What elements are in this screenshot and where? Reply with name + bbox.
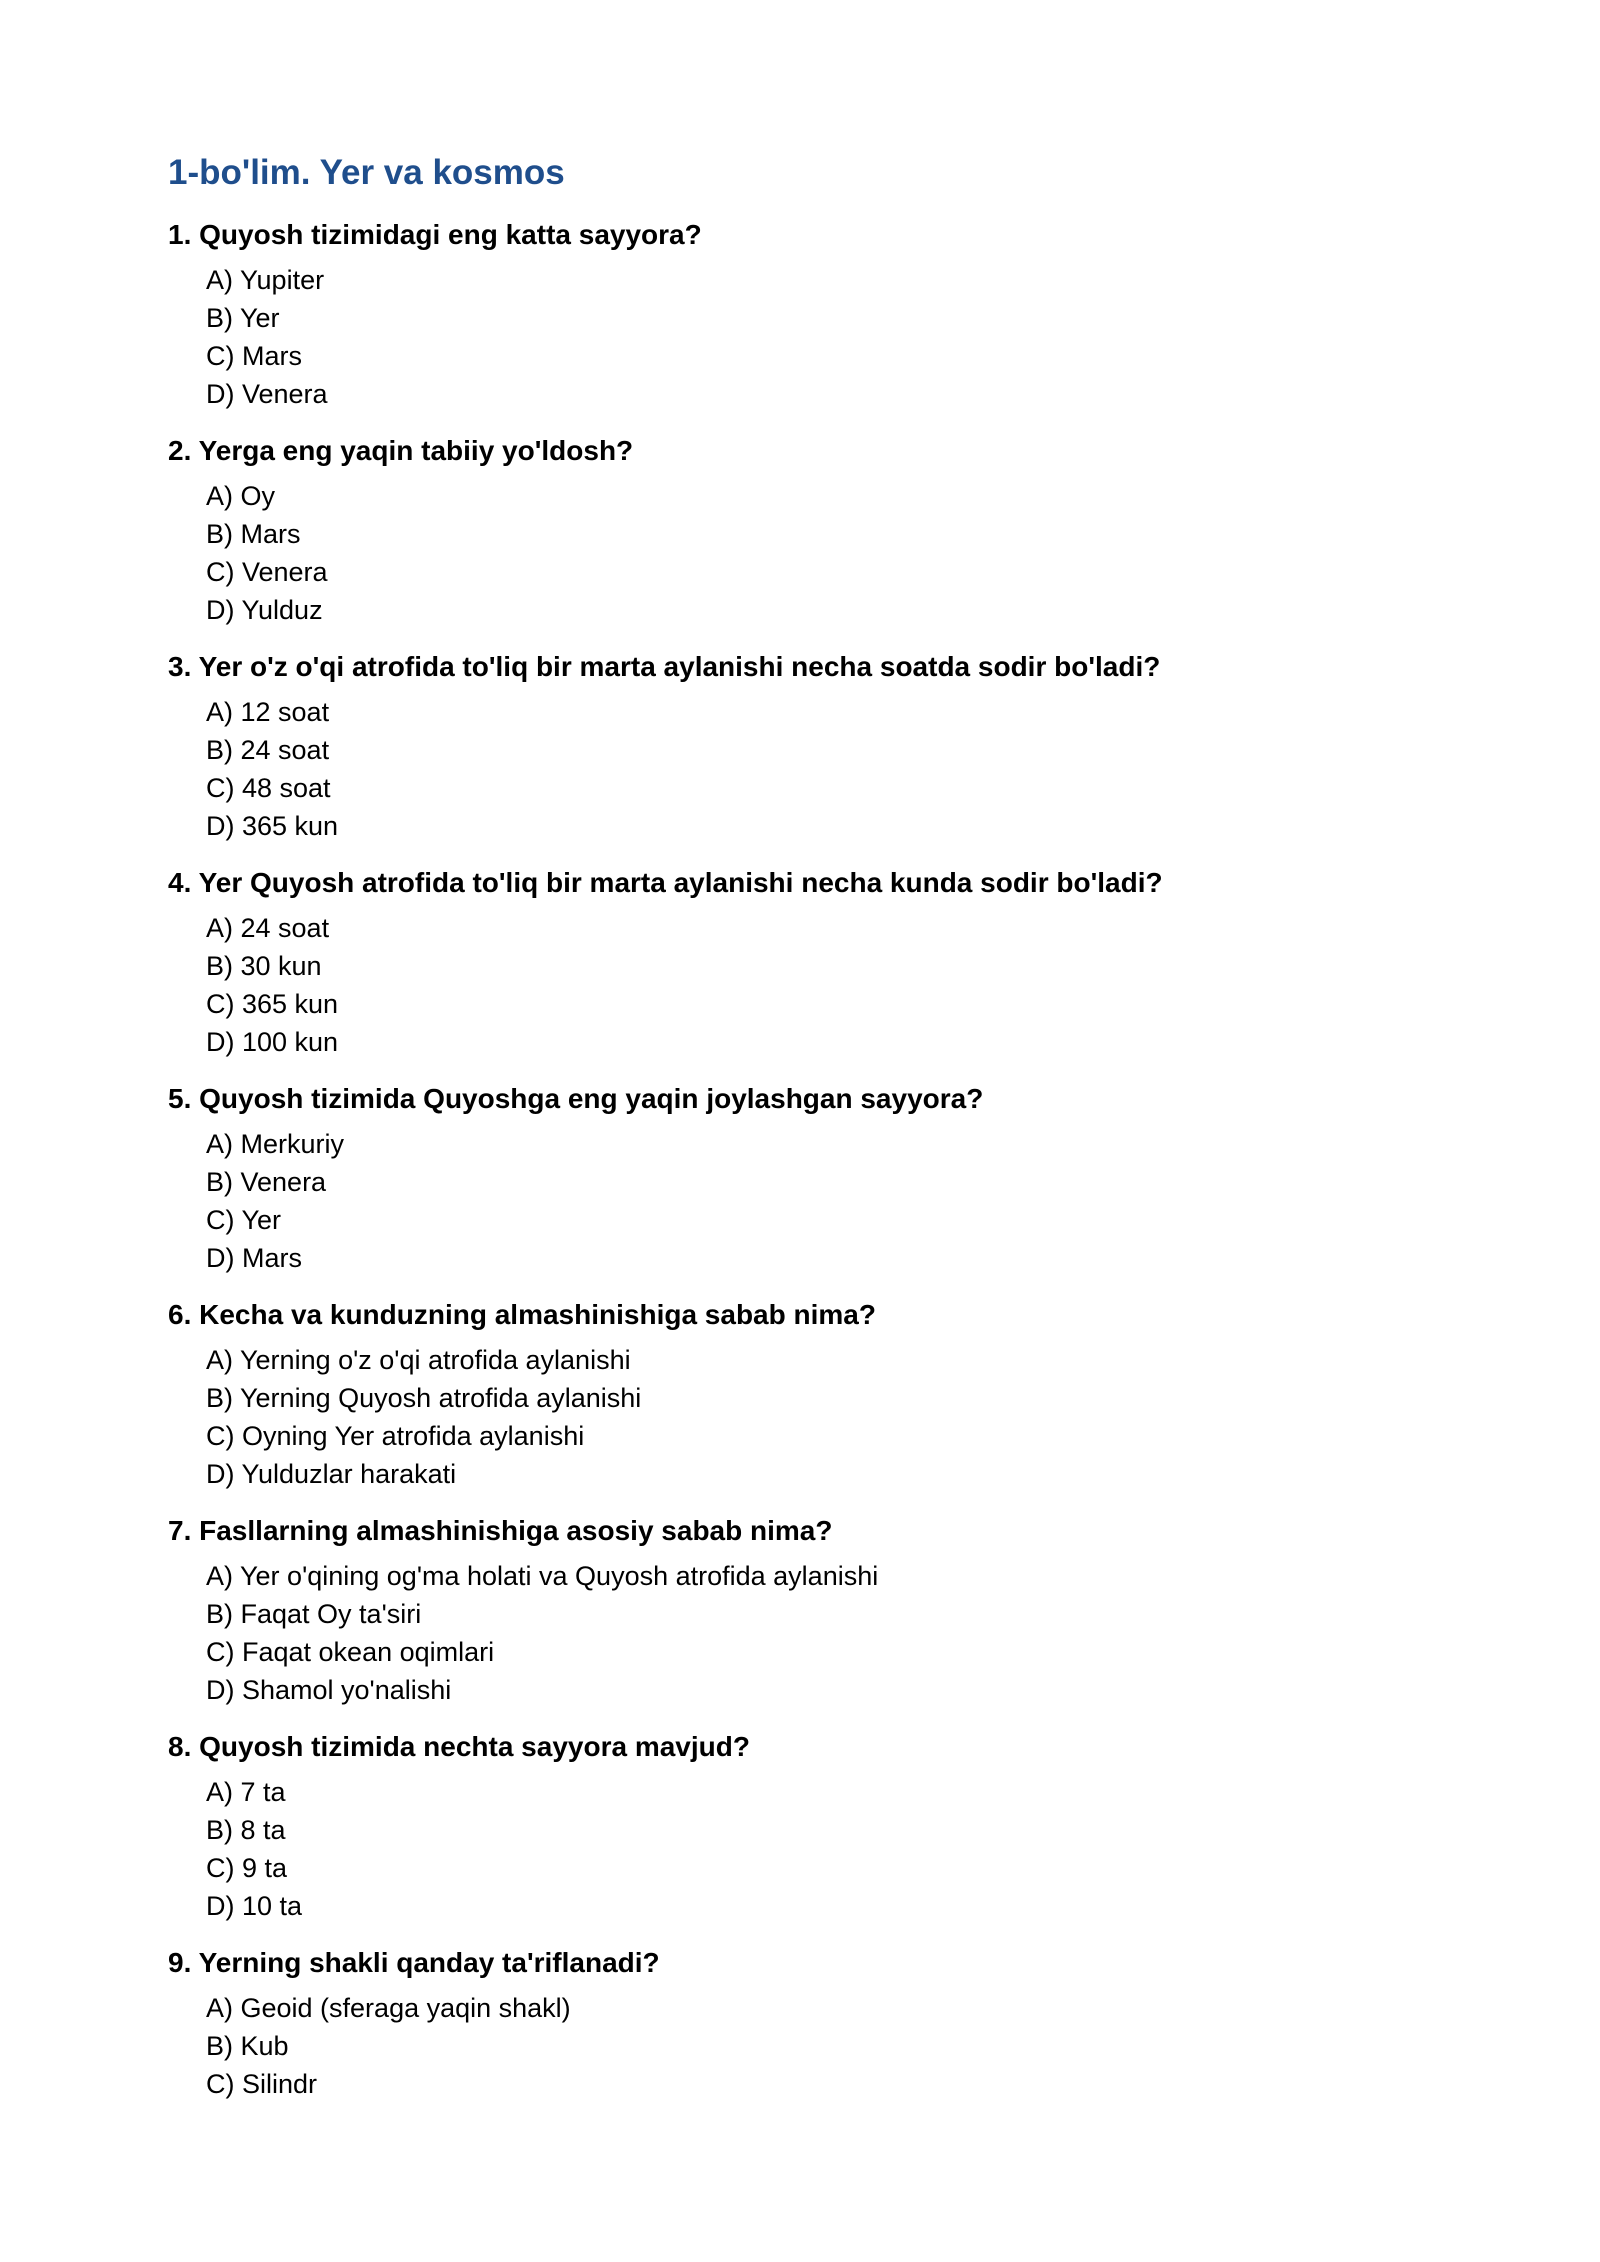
answer-option: C) 365 kun xyxy=(206,989,339,1019)
answer-options xyxy=(168,693,1468,845)
answer-option: C) Oyning Yer atrofida aylanishi xyxy=(206,1421,585,1451)
question-text: 4. Yer Quyosh atrofida to'liq bir marta aylanishi necha kunda sodir bo'ladi? xyxy=(168,867,1163,898)
question-text: 3. Yer o'z o'qi atrofida to'liq bir marta aylanishi necha soatda sodir bo'ladi? xyxy=(168,651,1161,682)
answer-option: B) Faqat Oy ta'siri xyxy=(206,1599,422,1629)
answer-option: D) 100 kun xyxy=(206,1027,339,1057)
answer-option: B) Yer xyxy=(206,303,280,333)
answer-option: A) 12 soat xyxy=(206,697,330,727)
question-item xyxy=(168,1079,1468,1295)
question-text: 9. Yerning shakli qanday ta'riflanadi? xyxy=(168,1947,660,1978)
answer-option: C) Silindr xyxy=(206,2069,318,2099)
answer-options xyxy=(168,1989,1468,2103)
question-text: 2. Yerga eng yaqin tabiiy yo'ldosh? xyxy=(168,435,634,466)
answer-options xyxy=(168,477,1468,629)
question-text: 7. Fasllarning almashinishiga asosiy sabab nima? xyxy=(168,1515,833,1546)
answer-option: D) Mars xyxy=(206,1243,302,1273)
question-list xyxy=(168,215,1468,2159)
answer-option: B) Mars xyxy=(206,519,301,549)
answer-option: C) Faqat okean oqimlari xyxy=(206,1637,495,1667)
question-item xyxy=(168,1727,1468,1943)
question-item xyxy=(168,1295,1468,1511)
answer-option: A) Yer o'qining og'ma holati va Quyosh atrofida aylanishi xyxy=(206,1561,879,1591)
answer-option: A) Geoid (sferaga yaqin shakl) xyxy=(206,1993,571,2023)
answer-option: D) Yulduzlar harakati xyxy=(206,1459,457,1489)
answer-options xyxy=(168,909,1468,1061)
answer-option: C) 48 soat xyxy=(206,773,331,803)
question-item xyxy=(168,647,1468,863)
answer-option: D) 10 ta xyxy=(206,1891,303,1921)
answer-option: C) Mars xyxy=(206,341,302,371)
question-item xyxy=(168,215,1468,431)
question-text: 5. Quyosh tizimida Quyoshga eng yaqin joylashgan sayyora? xyxy=(168,1083,984,1114)
answer-option: B) 24 soat xyxy=(206,735,330,765)
answer-options xyxy=(168,261,1468,413)
answer-option: B) Yerning Quyosh atrofida aylanishi xyxy=(206,1383,642,1413)
question-text: 1. Quyosh tizimidagi eng katta sayyora? xyxy=(168,219,702,250)
answer-option: B) 8 ta xyxy=(206,1815,286,1845)
answer-option: A) 24 soat xyxy=(206,913,330,943)
question-text: 8. Quyosh tizimida nechta sayyora mavjud? xyxy=(168,1731,750,1762)
answer-option: C) Yer xyxy=(206,1205,282,1235)
answer-option: A) Merkuriy xyxy=(206,1129,345,1159)
answer-option: C) Venera xyxy=(206,557,328,587)
answer-option: C) 9 ta xyxy=(206,1853,288,1883)
answer-option: A) Yerning o'z o'qi atrofida aylanishi xyxy=(206,1345,631,1375)
answer-option: B) Venera xyxy=(206,1167,327,1197)
answer-options xyxy=(168,1125,1468,1277)
section-title: 1-bo'lim. Yer va kosmos xyxy=(168,153,565,192)
answer-options xyxy=(168,1341,1468,1493)
question-item xyxy=(168,1511,1468,1727)
answer-option: D) Yulduz xyxy=(206,595,323,625)
answer-option: D) Venera xyxy=(206,379,328,409)
question-item xyxy=(168,863,1468,1079)
answer-options xyxy=(168,1557,1468,1709)
question-item xyxy=(168,431,1468,647)
answer-option: A) Oy xyxy=(206,481,276,511)
question-item xyxy=(168,1943,1468,2159)
answer-option: A) 7 ta xyxy=(206,1777,286,1807)
answer-option: D) Shamol yo'nalishi xyxy=(206,1675,452,1705)
answer-option: B) 30 kun xyxy=(206,951,322,981)
answer-option: B) Kub xyxy=(206,2031,289,2061)
answer-option: D) 365 kun xyxy=(206,811,339,841)
question-text: 6. Kecha va kunduzning almashinishiga sabab nima? xyxy=(168,1299,876,1330)
answer-options xyxy=(168,1773,1468,1925)
answer-option: A) Yupiter xyxy=(206,265,325,295)
